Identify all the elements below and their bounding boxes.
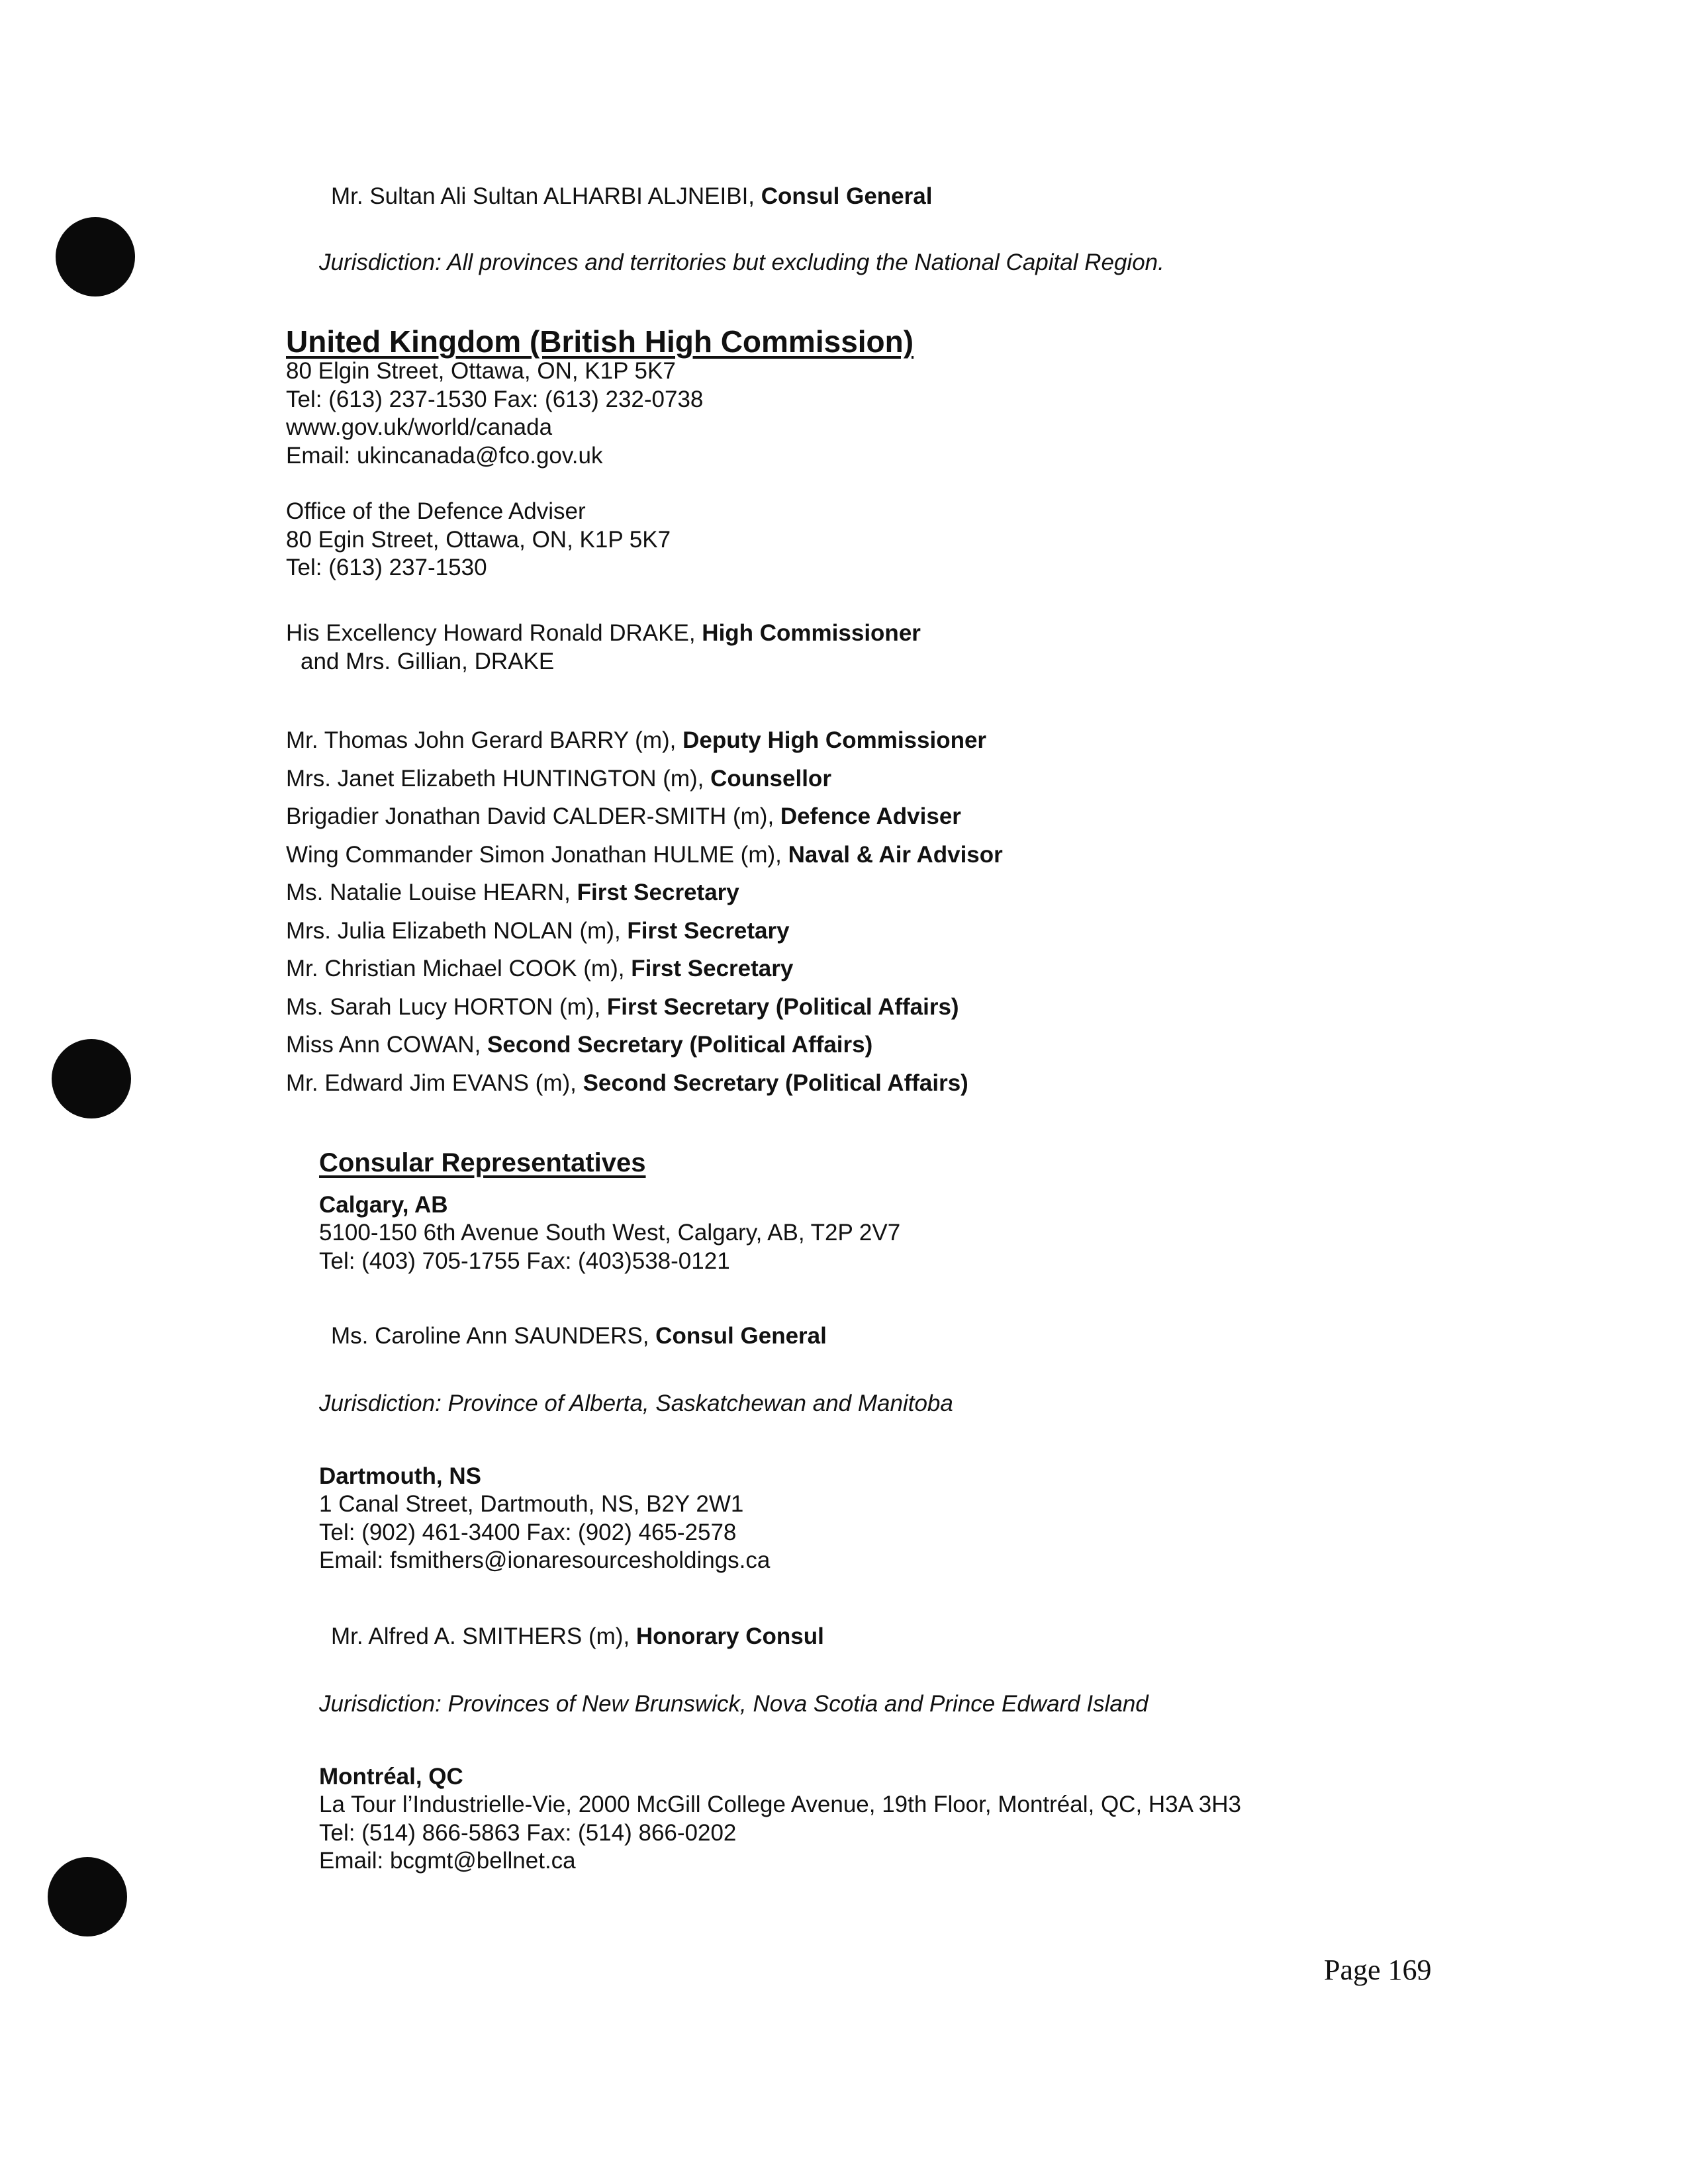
consular-heading: Consular Representatives (319, 1148, 646, 1177)
office-address-line: 1 Canal Street, Dartmouth, NS, B2Y 2W1 (319, 1491, 744, 1517)
office-official (331, 1623, 824, 1651)
staff-row (286, 950, 1003, 988)
staff-name: Brigadier Jonathan David CALDER-SMITH (m), (286, 803, 780, 829)
office-address (319, 1219, 900, 1275)
head-of-mission-line (286, 619, 921, 648)
mission-phone-line: Tel: (613) 237-1530 Fax: (613) 232-0738 (286, 386, 704, 412)
head-of-mission-title: High Commissioner (702, 620, 921, 646)
head-of-mission (286, 619, 921, 676)
staff-list (286, 721, 1003, 1102)
staff-title: Defence Adviser (780, 803, 961, 829)
page-number: Page 169 (1324, 1954, 1432, 1986)
staff-row (286, 912, 1003, 950)
staff-name: Mr. Christian Michael COOK (m), (286, 956, 632, 981)
office-address (319, 1791, 1241, 1876)
staff-title: Deputy High Commissioner (682, 727, 987, 753)
staff-title: First Secretary (Political Affairs) (606, 993, 959, 1020)
top-entry-name: Mr. Sultan Ali Sultan ALHARBI ALJNEIBI, (331, 183, 761, 209)
office-city: Dartmouth, NS (319, 1463, 481, 1489)
defence-office-phone: Tel: (613) 237-1530 (286, 555, 487, 580)
staff-title: Naval & Air Advisor (788, 841, 1003, 868)
staff-row (286, 1064, 1003, 1103)
top-entry-title: Consul General (761, 183, 933, 209)
office-address-line: 5100-150 6th Avenue South West, Calgary, AB, T2P 2V7 (319, 1220, 901, 1246)
staff-name: Mr. Edward Jim EVANS (m), (286, 1069, 583, 1096)
head-of-mission-spouse: and Mrs. Gillian, DRAKE (301, 648, 555, 674)
staff-title: Second Secretary (Political Affairs) (487, 1032, 873, 1058)
mission-heading: United Kingdom (British High Commission) (286, 324, 914, 359)
office-address (319, 1490, 770, 1575)
top-entry-jurisdiction: Jurisdiction: All provinces and territories but excluding the National Capital Region. (319, 250, 1164, 275)
staff-row (286, 760, 1003, 798)
staff-row (286, 874, 1003, 912)
staff-name: Ms. Sarah Lucy HORTON (m), (286, 993, 607, 1020)
staff-row (286, 797, 1003, 836)
staff-title: Counsellor (710, 765, 831, 792)
office-phone-line: Tel: (902) 461-3400 Fax: (902) 465-2578 (319, 1519, 737, 1545)
office-phone-line: Tel: (514) 866-5863 Fax: (514) 866-0202 (319, 1819, 737, 1846)
staff-row (286, 988, 1003, 1026)
mission-website-line: www.gov.uk/world/canada (286, 414, 553, 440)
office-email-line: Email: fsmithers@ionaresourcesholdings.ca (319, 1547, 771, 1573)
staff-name: Mrs. Janet Elizabeth HUNTINGTON (m), (286, 765, 711, 792)
defence-office (286, 498, 671, 582)
defence-office-address: 80 Egin Street, Ottawa, ON, K1P 5K7 (286, 526, 671, 553)
punch-hole-middle (52, 1039, 131, 1118)
office-official-title: Consul General (655, 1323, 827, 1349)
staff-row (286, 721, 1003, 760)
office-city: Calgary, AB (319, 1192, 448, 1218)
staff-title: First Secretary (577, 880, 739, 905)
office-official-name: Ms. Caroline Ann SAUNDERS, (331, 1323, 656, 1349)
staff-name: Mrs. Julia Elizabeth NOLAN (m), (286, 917, 628, 944)
punch-hole-top (56, 217, 135, 296)
mission-email-line: Email: ukincanada@fco.gov.uk (286, 442, 603, 469)
staff-title: Second Secretary (Political Affairs) (583, 1069, 968, 1096)
staff-row (286, 836, 1003, 874)
staff-title: First Secretary (631, 956, 794, 981)
office-city: Montréal, QC (319, 1764, 463, 1790)
staff-name: Ms. Natalie Louise HEARN, (286, 880, 577, 905)
mission-address (286, 357, 703, 470)
office-official-name: Mr. Alfred A. SMITHERS (m), (331, 1623, 636, 1649)
office-jurisdiction: Jurisdiction: Province of Alberta, Saskatchewan and Manitoba (319, 1390, 953, 1416)
head-of-mission-name: His Excellency Howard Ronald DRAKE, (286, 620, 702, 646)
office-phone-line: Tel: (403) 705-1755 Fax: (403)538-0121 (319, 1248, 730, 1274)
office-official (331, 1322, 827, 1350)
office-address-line: La Tour l’Industrielle-Vie, 2000 McGill College Avenue, 19th Floor, Montréal, QC, H3A 3H3 (319, 1792, 1241, 1817)
defence-office-title: Office of the Defence Adviser (286, 498, 586, 524)
staff-name: Miss Ann COWAN, (286, 1032, 488, 1058)
staff-title: First Secretary (627, 917, 790, 944)
office-email-line: Email: bcgmt@bellnet.ca (319, 1848, 576, 1874)
mission-address-line: 80 Elgin Street, Ottawa, ON, K1P 5K7 (286, 358, 676, 384)
punch-hole-bottom (48, 1857, 127, 1936)
staff-row (286, 1026, 1003, 1064)
office-jurisdiction: Jurisdiction: Provinces of New Brunswick, Nova Scotia and Prince Edward Island (319, 1691, 1149, 1717)
staff-name: Wing Commander Simon Jonathan HULME (m), (286, 841, 788, 868)
office-official-title: Honorary Consul (635, 1623, 824, 1649)
top-entry-line (331, 183, 932, 210)
staff-name: Mr. Thomas John Gerard BARRY (m), (286, 727, 683, 753)
